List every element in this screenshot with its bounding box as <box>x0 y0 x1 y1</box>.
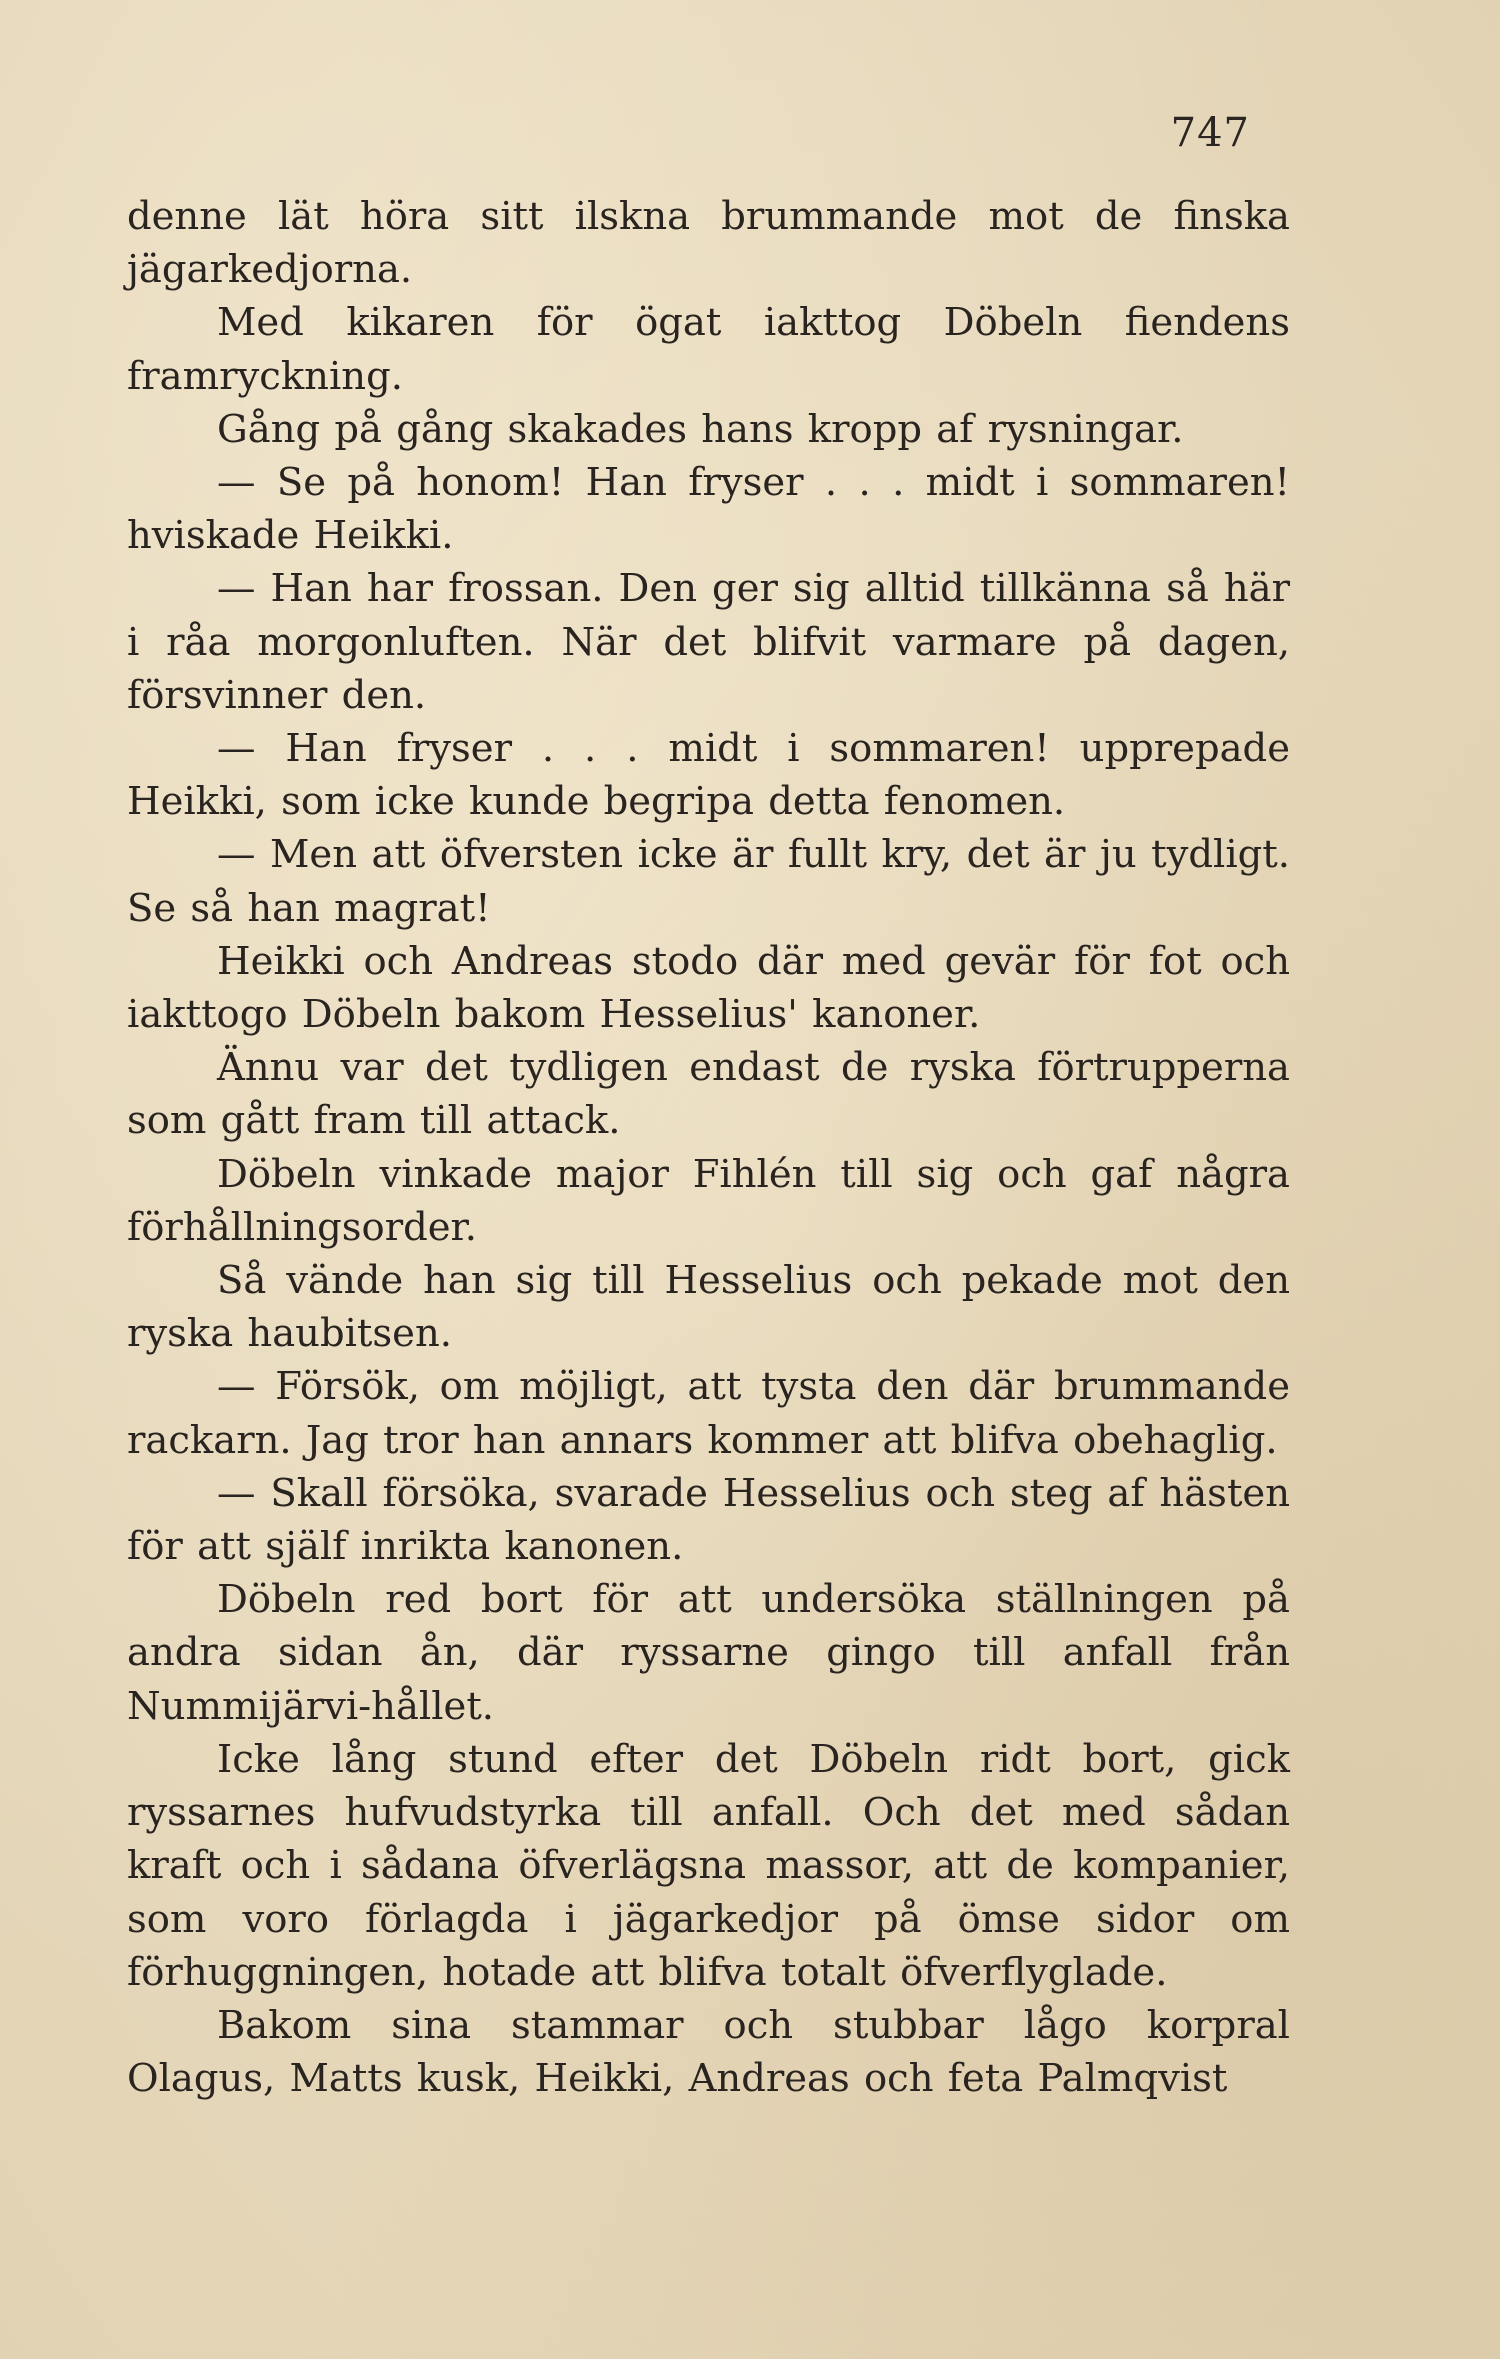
paragraph: Icke lång stund efter det Döbeln ridt bort, gick ryssarnes hufvudstyrka till anfall. Och det med sådan kraft och i sådana öfverlägsna massor, att de kompanier, som voro förlagda i jägarkedjor på ömse sidor om förhuggningen, hotade att blifva totalt öfverflyglade. <box>127 1736 1290 1995</box>
paragraph: — Skall försöka, svarade Hesselius och steg af hästen för att själf inrikta kanonen. <box>127 1470 1290 1570</box>
paragraph: — Han har frossan. Den ger sig alltid tillkänna så här i råa morgonluften. När det blifvit varmare på dagen, försvinner den. <box>127 566 1290 718</box>
paragraph: Så vände han sig till Hesselius och pekade mot den ryska haubitsen. <box>127 1258 1290 1357</box>
paragraph: — Se på honom! Han fryser . . . midt i sommaren! hviskade Heikki. <box>127 460 1290 559</box>
paragraph: denne lät höra sitt ilskna brummande mot de finska jägarkedjorna. <box>127 194 1290 293</box>
paragraph: Heikki och Andreas stodo där med gevär för fot och iakttogo Döbeln bakom Hesselius' kanoner. <box>127 938 1290 1038</box>
paragraph: Med kikaren för ögat iakttog Döbeln fiendens framryckning. <box>127 300 1290 399</box>
paragraph: — Han fryser . . . midt i sommaren! upprepade Heikki, som icke kunde begripa detta fenomen. <box>127 726 1290 825</box>
paragraph: — Försök, om möjligt, att tysta den där brummande rackarn. Jag tror han annars kommer att blifva obehaglig. <box>127 1364 1290 1463</box>
paragraph: — Men att öfversten icke är fullt kry, det är ju tydligt. Se så han magrat! <box>127 832 1290 931</box>
paragraph: Döbeln vinkade major Fihlén till sig och gaf några förhållningsorder. <box>127 1151 1290 1250</box>
paragraph: Ännu var det tydligen endast de ryska förtrupperna som gått fram till attack. <box>127 1045 1290 1144</box>
paragraph: Bakom sina stammar och stubbar lågo korpral Olagus, Matts kusk, Heikki, Andreas och feta Palmqvist <box>127 2002 1290 2102</box>
page-number: 747 <box>1170 110 1250 156</box>
paragraph: Gång på gång skakades hans kropp af rysningar. <box>217 406 1184 452</box>
body-text <box>127 190 1290 2105</box>
paragraph: Döbeln red bort för att undersöka ställningen på andra sidan ån, där ryssarne gingo till anfall från Nummijärvi-hållet. <box>127 1577 1290 1729</box>
